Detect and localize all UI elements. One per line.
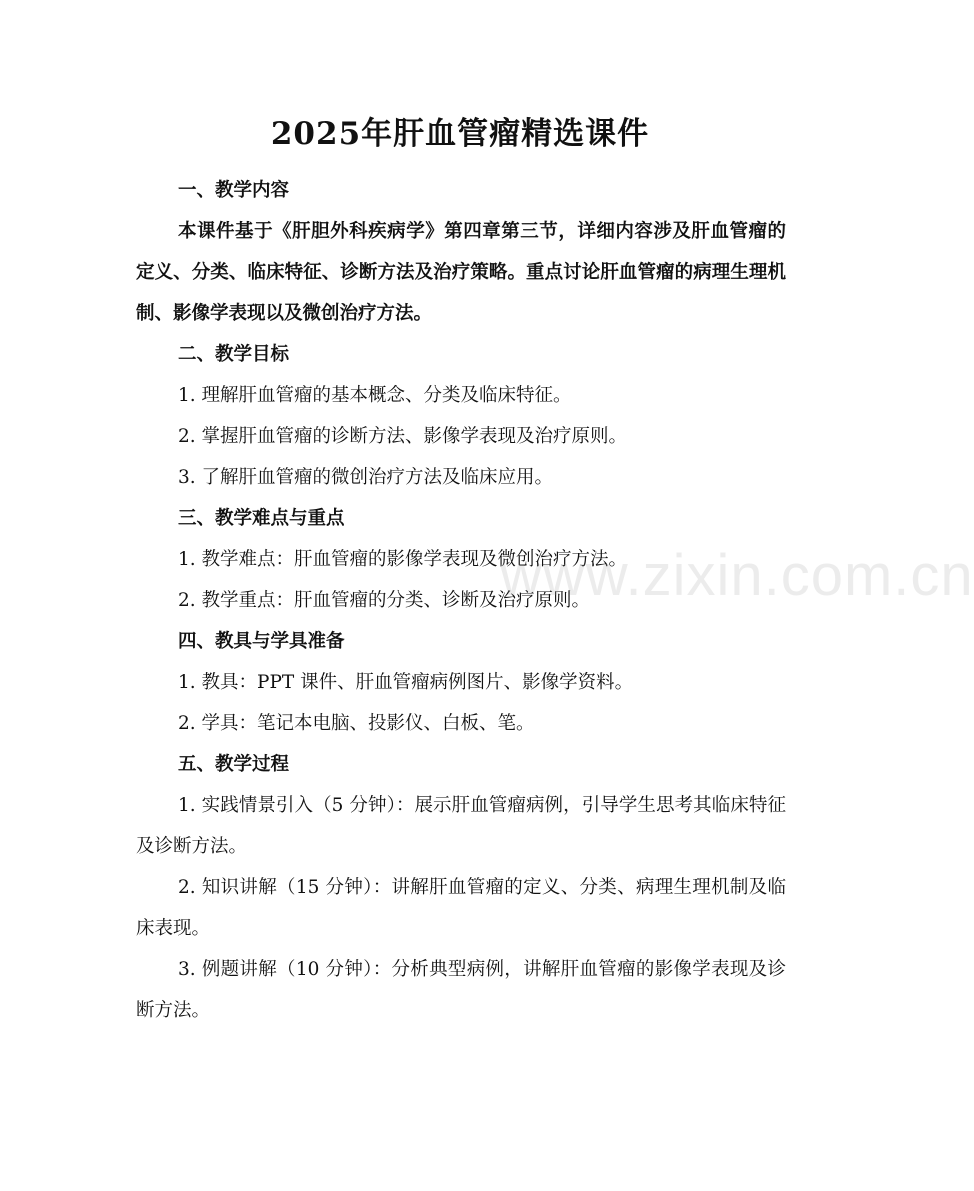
list-item: 3. 例题讲解（10 分钟）：分析典型病例，讲解肝血管瘤的影像学表现及诊断方法。	[136, 959, 786, 1021]
document-body	[136, 170, 786, 1031]
list-item: 1. 教学难点：肝血管瘤的影像学表现及微创治疗方法。	[178, 549, 628, 570]
document-title: 2025年肝血管瘤精选课件	[270, 116, 650, 152]
list-item: 2. 知识讲解（15 分钟）：讲解肝血管瘤的定义、分类、病理生理机制及临床表现。	[136, 877, 786, 939]
list-item: 1. 教具：PPT 课件、肝血管瘤病例图片、影像学资料。	[178, 672, 634, 693]
watermark: www.zixin.com.cn	[500, 543, 974, 608]
list-item: 2. 掌握肝血管瘤的诊断方法、影像学表现及治疗原则。	[178, 426, 628, 447]
list-item: 1. 实践情景引入（5 分钟）：展示肝血管瘤病例，引导学生思考其临床特征及诊断方法。	[136, 795, 786, 857]
section-heading-materials: 四、教具与学具准备	[178, 631, 345, 652]
section-heading-teaching-goals: 二、教学目标	[178, 344, 290, 365]
list-item: 2. 学具：笔记本电脑、投影仪、白板、笔。	[178, 713, 535, 734]
section-heading-teaching-content: 一、教学内容	[178, 180, 290, 201]
section-heading-process: 五、教学过程	[178, 754, 290, 775]
section-paragraph-teaching-content: 本课件基于《肝胆外科疾病学》第四章第三节，详细内容涉及肝血管瘤的定义、分类、临床特征、诊断方法及治疗策略。重点讨论肝血管瘤的病理生理机制、影像学表现以及微创治疗方法。	[136, 221, 786, 324]
list-item: 2. 教学重点：肝血管瘤的分类、诊断及治疗原则。	[178, 590, 591, 611]
section-heading-difficulties: 三、教学难点与重点	[178, 508, 345, 529]
list-item: 1. 理解肝血管瘤的基本概念、分类及临床特征。	[178, 385, 572, 406]
list-item: 3. 了解肝血管瘤的微创治疗方法及临床应用。	[178, 467, 554, 488]
